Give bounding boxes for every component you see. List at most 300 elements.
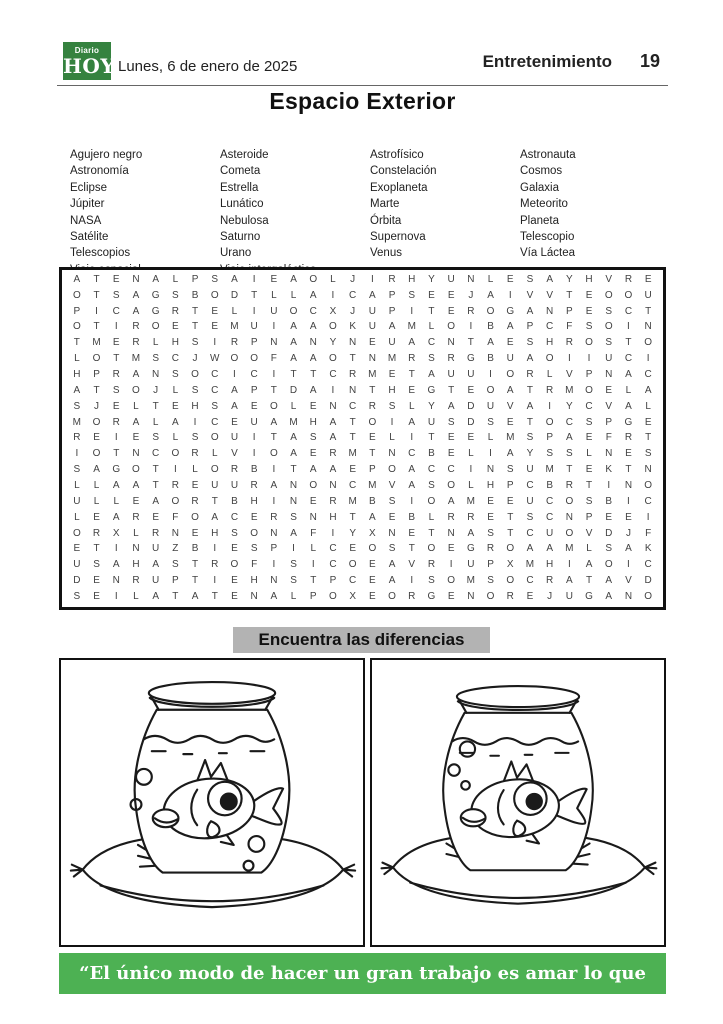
grid-letter: E (211, 305, 219, 317)
grid-letter: I (114, 321, 118, 333)
grid-letter: C (546, 495, 554, 507)
grid-letter: A (152, 273, 159, 285)
grid-letter: B (546, 480, 553, 492)
grid-letter: E (270, 273, 278, 285)
grid-letter: E (172, 400, 179, 412)
grid-letter: R (191, 495, 199, 507)
word-list-item: Órbita (370, 214, 402, 227)
grid-letter: M (230, 321, 239, 333)
grid-letter: B (231, 495, 238, 507)
grid-letter: N (132, 448, 140, 460)
grid-letter: C (349, 575, 357, 587)
grid-letter: U (526, 464, 534, 476)
grid-letter: T (113, 448, 120, 460)
grid-letter: H (309, 416, 317, 428)
grid-letter: E (388, 369, 396, 381)
grid-letter: S (605, 305, 613, 317)
grid-letter: F (172, 511, 179, 523)
grid-letter: V (605, 400, 613, 412)
grid-letter: I (272, 369, 276, 381)
grid-letter: C (349, 400, 357, 412)
grid-letter: S (487, 527, 494, 539)
grid-letter: A (625, 369, 632, 381)
grid-letter: R (132, 337, 140, 349)
issue-date: Lunes, 6 de enero de 2025 (118, 58, 298, 75)
grid-letter: A (152, 559, 159, 571)
grid-letter: R (132, 511, 140, 523)
grid-letter: E (447, 432, 455, 444)
grid-letter: T (191, 321, 199, 333)
grid-letter: V (506, 400, 514, 412)
grid-letter: M (387, 353, 397, 365)
grid-letter: V (231, 448, 238, 460)
grid-letter: C (329, 559, 337, 571)
grid-letter: S (428, 480, 435, 492)
grid-letter: E (447, 289, 455, 301)
grid-letter: C (211, 384, 219, 396)
grid-letter: O (210, 289, 219, 301)
grid-letter: P (566, 305, 573, 317)
grid-letter: N (467, 591, 475, 603)
grid-letter: L (192, 464, 198, 476)
grid-letter: R (132, 321, 140, 333)
grid-letter: H (546, 559, 554, 571)
grid-letter: S (388, 543, 396, 555)
grid-letter: E (93, 575, 100, 587)
grid-letter: T (191, 305, 199, 317)
grid-letter: S (585, 321, 593, 333)
grid-letter: C (349, 480, 357, 492)
grid-letter: V (566, 369, 573, 381)
grid-letter: A (152, 495, 159, 507)
grid-letter: C (585, 400, 593, 412)
grid-letter: R (112, 416, 120, 428)
grid-letter: C (309, 305, 317, 317)
word-column (70, 147, 220, 278)
grid-letter: O (230, 353, 239, 365)
grid-letter: A (506, 384, 514, 396)
grid-letter: L (546, 369, 553, 381)
grid-letter: V (408, 559, 416, 571)
grid-letter: O (604, 321, 613, 333)
word-list-item: Marte (370, 198, 400, 211)
grid-letter: R (486, 543, 495, 555)
grid-letter: P (93, 369, 100, 381)
word-list-item: Planeta (520, 214, 560, 227)
grid-letter: N (132, 273, 140, 285)
grid-letter: U (526, 495, 534, 507)
grid-letter: C (329, 543, 337, 555)
grid-letter: B (191, 543, 199, 555)
fishbowl-right-image (370, 658, 666, 947)
grid-letter: V (546, 289, 553, 301)
grid-letter: J (94, 400, 100, 412)
grid-letter: C (329, 369, 337, 381)
grid-letter: T (270, 384, 277, 396)
word-list-item: Cosmos (520, 165, 563, 178)
grid-letter: O (210, 432, 219, 444)
grid-letter: I (449, 559, 453, 571)
grid-letter: C (211, 369, 219, 381)
grid-letter: O (585, 384, 593, 396)
grid-letter: O (368, 416, 377, 428)
grid-letter: G (427, 384, 436, 396)
grid-letter: R (92, 527, 101, 539)
grid-letter: E (585, 432, 593, 444)
fishbowl-right-drawing (372, 660, 664, 945)
grid-letter: L (645, 400, 651, 412)
grid-letter: U (506, 353, 514, 365)
grid-letter: C (546, 511, 554, 523)
word-list-item: Galaxia (520, 181, 559, 194)
grid-letter: I (627, 559, 630, 571)
grid-letter: L (93, 495, 100, 507)
grid-letter: S (566, 448, 573, 460)
grid-letter: E (644, 273, 652, 285)
grid-letter: P (388, 305, 396, 317)
grid-letter: S (585, 495, 593, 507)
grid-letter: G (624, 416, 633, 428)
grid-letter: N (270, 527, 278, 539)
grid-letter: S (428, 353, 435, 365)
grid-letter: S (526, 273, 534, 285)
grid-letter: E (467, 432, 475, 444)
grid-letter: R (408, 591, 416, 603)
grid-letter: D (73, 575, 81, 587)
word-list-item: Telescopios (70, 247, 131, 260)
grid-letter: E (369, 591, 376, 603)
grid-letter: T (211, 591, 218, 603)
grid-letter: O (92, 416, 101, 428)
grid-letter: V (526, 289, 534, 301)
grid-letter: R (506, 591, 514, 603)
grid-letter: I (213, 337, 217, 349)
grid-letter: A (309, 464, 317, 476)
grid-letter: I (193, 416, 197, 428)
grid-letter: L (172, 384, 179, 396)
grid-letter: H (73, 369, 81, 381)
grid-letter: A (605, 591, 613, 603)
grid-letter: M (466, 495, 476, 507)
grid-letter: M (348, 495, 357, 507)
grid-letter: U (250, 321, 258, 333)
grid-letter: O (388, 591, 396, 603)
grid-letter: L (290, 400, 297, 412)
grid-letter: I (272, 321, 276, 333)
grid-letter: M (92, 337, 101, 349)
grid-letter: M (506, 432, 515, 444)
grid-letter: I (607, 480, 611, 492)
grid-letter: A (605, 575, 613, 587)
grid-letter: P (250, 384, 258, 396)
grid-letter: U (427, 416, 436, 428)
grid-letter: A (388, 321, 396, 333)
word-list-item: Asteroide (220, 149, 269, 161)
grid-letter: N (329, 480, 337, 492)
grid-letter: I (469, 464, 473, 476)
grid-letter: F (310, 527, 317, 539)
word-list-item: Eclipse (70, 181, 108, 194)
grid-letter: M (525, 559, 535, 571)
grid-letter: N (368, 353, 376, 365)
grid-letter: O (447, 575, 456, 587)
grid-letter: E (309, 400, 317, 412)
grid-letter: L (428, 511, 435, 523)
grid-letter: N (171, 527, 179, 539)
grid-letter: T (349, 432, 356, 444)
grid-letter: C (447, 464, 455, 476)
grid-letter: B (408, 511, 416, 523)
grid-letter: L (428, 321, 435, 333)
grid-letter: P (585, 511, 593, 523)
grid-letter: E (625, 511, 632, 523)
grid-letter: I (469, 321, 473, 333)
word-column (220, 147, 370, 278)
grid-letter: E (132, 432, 140, 444)
grid-letter: C (171, 353, 179, 365)
grid-letter: H (211, 527, 219, 539)
grid-letter: L (468, 448, 474, 460)
grid-letter: A (566, 432, 573, 444)
grid-letter: I (173, 464, 177, 476)
grid-letter: L (133, 527, 139, 539)
grid-letter: I (252, 432, 256, 444)
grid-letter: W (210, 353, 220, 365)
grid-letter: H (191, 400, 199, 412)
grid-letter: S (290, 575, 297, 587)
grid-letter: I (489, 369, 492, 381)
grid-letter: O (486, 591, 495, 603)
grid-letter: Y (428, 400, 435, 412)
word-list-item: Estrella (220, 181, 259, 194)
grid-letter: T (369, 384, 376, 396)
grid-letter: A (447, 495, 455, 507)
grid-letter: N (546, 305, 554, 317)
grid-letter: R (565, 480, 573, 492)
grid-letter: B (250, 464, 258, 476)
grid-letter: E (112, 337, 120, 349)
grid-letter: A (132, 289, 140, 301)
grid-letter: O (644, 480, 653, 492)
grid-letter: O (72, 289, 81, 301)
grid-letter: S (644, 448, 652, 460)
grid-letter: P (388, 289, 396, 301)
grid-letter: O (506, 575, 515, 587)
grid-letter: S (605, 543, 613, 555)
grid-letter: C (427, 337, 436, 349)
grid-letter: A (132, 480, 140, 492)
grid-letter: R (447, 353, 455, 365)
grid-letter: T (172, 591, 179, 603)
grid-letter: U (152, 543, 160, 555)
grid-letter: A (152, 591, 159, 603)
grid-letter: O (309, 480, 318, 492)
grid-letter: S (231, 527, 238, 539)
grid-letter: J (625, 527, 631, 539)
grid-letter: A (290, 337, 297, 349)
grid-letter: E (93, 591, 100, 603)
grid-letter: L (487, 432, 494, 444)
grid-letter: A (546, 543, 553, 555)
grid-letter: A (132, 305, 140, 317)
logo-top-text: Diario (74, 45, 100, 55)
grid-letter: S (191, 337, 199, 349)
grid-letter: C (526, 527, 534, 539)
grid-letter: R (368, 400, 376, 412)
grid-letter: N (349, 337, 357, 349)
section-title: Entretenimiento (482, 52, 612, 71)
grid-letter: R (171, 480, 179, 492)
grid-letter: C (526, 575, 534, 587)
grid-letter: U (152, 575, 160, 587)
grid-letter: S (526, 511, 534, 523)
grid-letter: B (428, 448, 435, 460)
grid-letter: A (211, 511, 219, 523)
grid-letter: R (349, 369, 357, 381)
grid-letter: A (487, 289, 494, 301)
grid-letter: L (487, 273, 494, 285)
grid-letter: A (408, 337, 416, 349)
grid-letter: R (388, 273, 396, 285)
grid-letter: U (368, 321, 376, 333)
grid-letter: U (467, 559, 475, 571)
grid-letter: U (605, 353, 613, 365)
grid-letter: A (625, 543, 632, 555)
grid-letter: B (369, 495, 376, 507)
grid-letter: S (250, 543, 258, 555)
grid-letter: A (309, 289, 317, 301)
grid-letter: C (565, 416, 573, 428)
grid-letter: U (230, 480, 239, 492)
grid-letter: T (93, 289, 100, 301)
grid-letter: E (132, 495, 140, 507)
grid-letter: R (329, 495, 337, 507)
grid-letter: L (211, 448, 218, 460)
fishbowl-left-image (59, 658, 365, 947)
grid-letter: R (171, 305, 179, 317)
grid-letter: I (548, 400, 552, 412)
grid-letter: L (93, 480, 100, 492)
grid-letter: O (604, 559, 613, 571)
grid-letter: A (506, 448, 514, 460)
grid-letter: T (566, 464, 573, 476)
grid-letter: T (526, 384, 533, 396)
grid-letter: A (290, 273, 297, 285)
header-divider (57, 85, 668, 86)
grid-letter: V (625, 575, 632, 587)
grid-letter: P (506, 480, 514, 492)
grid-letter: R (467, 305, 475, 317)
grid-letter: A (329, 432, 337, 444)
grid-letter: E (506, 337, 514, 349)
grid-letter: A (270, 591, 278, 603)
grid-letter: T (645, 432, 652, 444)
grid-letter: X (506, 559, 514, 571)
grid-letter: O (92, 353, 101, 365)
grid-letter: O (132, 464, 140, 476)
grid-letter: O (545, 416, 554, 428)
grid-letter: S (447, 416, 455, 428)
grid-letter: A (73, 273, 81, 285)
word-list-item: Meteorito (520, 198, 568, 211)
grid-letter: A (172, 416, 179, 428)
grid-letter: L (74, 511, 80, 523)
grid-letter: R (270, 511, 278, 523)
grid-letter: O (447, 321, 456, 333)
grid-letter: Y (428, 273, 435, 285)
grid-letter: C (644, 495, 652, 507)
grid-letter: A (566, 575, 573, 587)
grid-letter: A (408, 464, 416, 476)
word-list-item: Venus (370, 247, 402, 260)
grid-letter: G (151, 289, 160, 301)
grid-letter: S (526, 432, 534, 444)
grid-letter: I (410, 432, 414, 444)
grid-letter: L (408, 400, 415, 412)
grid-letter: U (467, 369, 475, 381)
grid-letter: C (112, 305, 120, 317)
grid-letter: F (566, 321, 573, 333)
grid-letter: L (172, 273, 179, 285)
grid-letter: R (546, 384, 554, 396)
grid-letter: E (487, 511, 494, 523)
grid-letter: E (447, 543, 455, 555)
word-list-item: Urano (220, 247, 252, 260)
grid-letter: O (250, 527, 259, 539)
grid-letter: O (250, 353, 259, 365)
grid-letter: N (152, 369, 160, 381)
grid-letter: E (191, 480, 199, 492)
grid-letter: I (292, 543, 295, 555)
grid-letter: A (231, 384, 238, 396)
grid-letter: G (427, 591, 436, 603)
grid-letter: L (152, 416, 159, 428)
grid-letter: T (585, 575, 593, 587)
grid-letter: R (230, 464, 239, 476)
grid-letter: T (270, 432, 277, 444)
grid-letter: A (388, 559, 396, 571)
grid-letter: P (546, 432, 553, 444)
grid-letter: A (506, 321, 514, 333)
grid-letter: E (93, 432, 100, 444)
grid-letter: I (627, 495, 630, 507)
grid-letter: C (152, 448, 160, 460)
grid-letter: S (93, 559, 100, 571)
grid-letter: I (331, 289, 335, 301)
word-search-grid (62, 270, 663, 607)
grid-letter: S (487, 416, 494, 428)
grid-letter: O (269, 448, 278, 460)
grid-letter: A (112, 559, 120, 571)
grid-letter: A (73, 384, 81, 396)
grid-letter: O (269, 400, 278, 412)
grid-letter: O (191, 369, 199, 381)
grid-letter: J (468, 289, 474, 301)
grid-letter: L (586, 448, 592, 460)
grid-letter: R (624, 432, 633, 444)
grid-letter: A (309, 353, 317, 365)
grid-letter: A (388, 575, 396, 587)
grid-letter: N (270, 575, 278, 587)
grid-letter: A (526, 353, 534, 365)
grid-letter: O (191, 511, 199, 523)
grid-letter: A (467, 527, 475, 539)
grid-letter: L (310, 543, 317, 555)
grid-letter: L (133, 400, 139, 412)
grid-letter: N (644, 321, 652, 333)
page-number: 19 (639, 51, 660, 71)
grid-letter: I (410, 575, 414, 587)
